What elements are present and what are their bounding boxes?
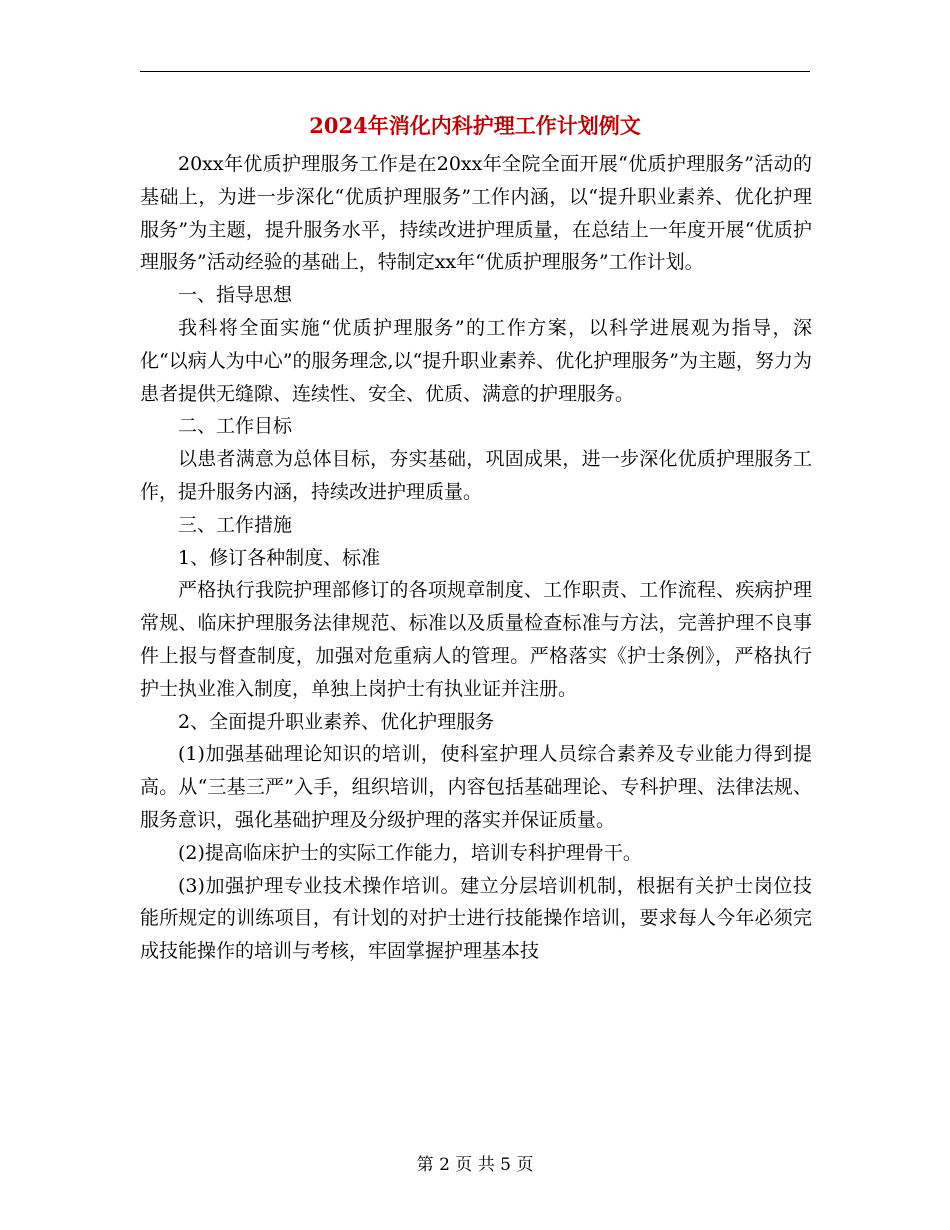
document-body [140, 148, 812, 968]
subheading-revise-standards: 1、修订各种制度、标准 [178, 546, 381, 569]
section-heading-work-goals: 二、工作目标 [178, 415, 293, 438]
work-goals-paragraph: 以患者满意为总体目标，夯实基础，巩固成果，进一步深化优质护理服务工作，提升服务内涵，持续改进护理质量。 [140, 448, 812, 503]
section-heading-guiding-ideology: 一、指导思想 [178, 284, 293, 307]
guiding-ideology-paragraph: 我科将全面实施“优质护理服务”的工作方案，以科学进展观为指导，深化“以病人为中心”的服务理念,以“提升职业素养、优化护理服务”为主题，努力为患者提供无缝隙、连续性、安全、优质、满意的护理服务。 [140, 316, 812, 405]
subheading-improve-service: 2、全面提升职业素养、优化护理服务 [178, 710, 495, 733]
measure-item-3: (3)加强护理专业技术操作培训。建立分层培训机制，根据有关护士岗位技能所规定的训练项目，有计划的对护士进行技能操作培训，要求每人今年必须完成技能操作的培训与考核，牢固掌握护理基本技 [140, 874, 812, 963]
document-title: 2024年消化内科护理工作计划例文 [309, 113, 641, 138]
measure-item-2: (2)提高临床护士的实际工作能力，培训专科护理骨干。 [178, 841, 642, 864]
measure-item-1: (1)加强基础理论知识的培训，使科室护理人员综合素养及专业能力得到提高。从“三基三严”入手，组织培训，内容包括基础理论、专科护理、法律法规、服务意识，强化基础护理及分级护理的落实并保证质量。 [140, 743, 812, 831]
revise-standards-paragraph: 严格执行我院护理部修订的各项规章制度、工作职责、工作流程、疾病护理常规、临床护理服务法律规范、标准以及质量检查标准与方法，完善护理不良事件上报与督查制度，加强对危重病人的管理。严格落实《护士条例》，严格执行护士执业准入制度，单独上岗护士有执业证并注册。 [140, 579, 812, 700]
intro-paragraph: 20xx年优质护理服务工作是在20xx年全院全面开展“优质护理服务”活动的基础上，为进一步深化“优质护理服务”工作内涵，以“提升职业素养、优化护理服务”为主题，提升服务水平，持续改进护理质量，在总结上一年度开展“优质护理服务”活动经验的基础上，特制定xx年“优质护理服务”工作计划。 [140, 153, 812, 274]
section-heading-work-measures: 三、工作措施 [178, 513, 293, 536]
page-number-footer: 第 2 页 共 5 页 [416, 1155, 534, 1175]
header-rule [140, 71, 810, 72]
